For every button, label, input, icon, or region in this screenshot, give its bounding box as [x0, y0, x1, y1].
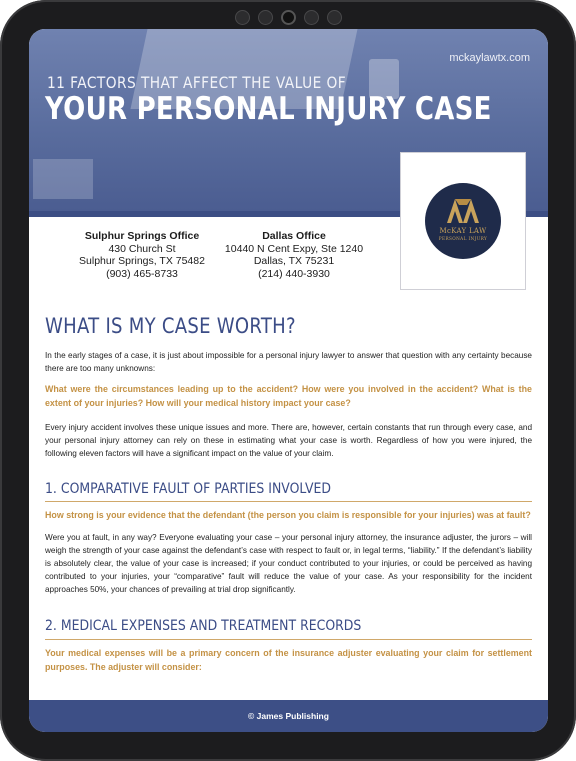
sensor-dot: [304, 10, 319, 25]
logo-mark-icon: [425, 183, 501, 259]
sensor-dot: [235, 10, 250, 25]
background-paper-shape: [33, 159, 93, 199]
office-city: Sulphur Springs, TX 75482: [79, 255, 205, 267]
section-heading-case-worth: WHAT IS MY CASE WORTH?: [45, 314, 296, 338]
logo-emblem: [425, 183, 501, 259]
fault-question: How strong is your evidence that the defendant (the person you claim is responsible for your injuries) was at fault?: [45, 510, 531, 520]
questions-callout: What were the circumstances leading up to the accident? How were you involved in the accident? What is the extent of your injuries? How will your medical history impact your case?: [45, 384, 532, 408]
section-heading-comparative-fault: 1. COMPARATIVE FAULT OF PARTIES INVOLVED: [45, 481, 332, 497]
camera-lens: [281, 10, 296, 25]
office-city: Dallas, TX 75231: [253, 255, 335, 267]
office-street: 10440 N Cent Expy, Ste 1240: [224, 242, 364, 255]
office-sulphur-springs: [57, 230, 227, 280]
intro-paragraph: In the early stages of a case, it is just about impossible for a personal injury lawyer to answer that question with any certainty because there are too many unknowns:: [45, 351, 532, 373]
office-dallas: [209, 230, 379, 280]
office-street: 430 Church St: [108, 242, 176, 255]
camera-bar: [0, 8, 576, 26]
section-divider: [45, 501, 532, 502]
body-paragraph: Every injury accident involves these unique issues and more. There are, however, certain constants that run through every case, and your personal injury attorney can rely on these in estimating what your case is worth. Regardless of how you were injured, the following eleven factors will have a significant impact on the value of your claim.: [45, 423, 532, 458]
logo-name: McKAY LAW: [439, 227, 487, 235]
section-divider: [45, 639, 532, 640]
document-page: [29, 29, 548, 732]
header-subtitle: 11 FACTORS THAT AFFECT THE VALUE OF: [47, 73, 347, 92]
office-name: Dallas Office: [262, 230, 326, 242]
website-url[interactable]: mckaylawtx.com: [449, 52, 530, 64]
sensor-dot: [258, 10, 273, 25]
office-phone: (214) 440-3930: [258, 267, 330, 280]
header-title: YOUR PERSONAL INJURY CASE: [45, 91, 492, 127]
sensor-dot: [327, 10, 342, 25]
office-phone: (903) 465-8733: [106, 267, 178, 280]
section-heading-medical-expenses: 2. MEDICAL EXPENSES AND TREATMENT RECORDS: [45, 618, 362, 634]
office-name: Sulphur Springs Office: [84, 230, 200, 242]
footer-copyright: © James Publishing: [248, 711, 329, 721]
fault-paragraph: Were you at fault, in any way? Everyone evaluating your case – your personal injury attorney, the insurance adjuster, the jurors – will weigh the strength of your case against the defendant’s case with respect to fault or, in legal terms, “liability.” If the defendant’s liability is absolutely clear, the value of your case is increased; if your conduct contributed to your injuries, or could be perceived as having contributed to your injuries, your “comparative” fault will reduce the value of your case. As your responsibility for the incident approaches 50%, your chances of prevailing at trial drop significantly.: [45, 533, 532, 594]
footer-bar: [29, 700, 548, 732]
logo: [417, 181, 509, 267]
medical-question: Your medical expenses will be a primary concern of the insurance adjuster evaluating your claim for settlement purposes. The adjuster will consider:: [45, 648, 532, 672]
logo-card: [400, 152, 526, 290]
logo-tagline: PERSONAL INJURY: [438, 236, 488, 241]
